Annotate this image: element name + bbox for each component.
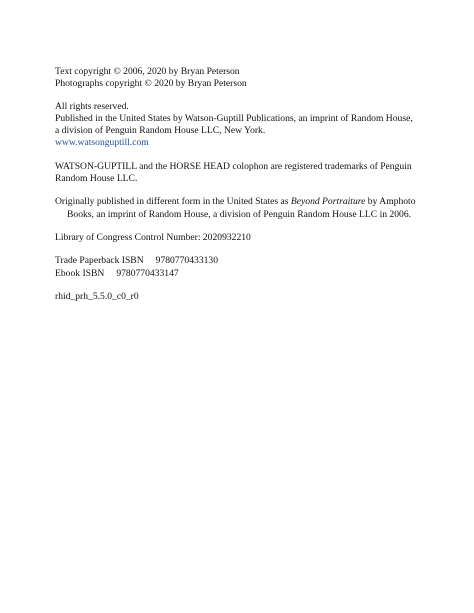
original-book-title: Beyond Portraiture [290,196,366,208]
publisher-website-link[interactable]: www.watsonguptill.com [55,137,149,149]
rights-section [55,101,455,150]
original-publication-section [55,196,455,221]
original-line-1-before: Originally published in different form in the United States as [55,196,291,208]
original-line-1 [55,196,455,208]
text-copyright-line: Text copyright © 2006, 2020 by Bryan Peterson [55,66,240,77]
ebook-isbn-value: 9780770433147 [116,267,179,279]
isbn-section [55,255,455,280]
rhid-section [55,291,455,303]
ebook-isbn-line [55,268,455,280]
trademark-section [55,161,455,186]
loc-control-number: Library of Congress Control Number: 2020932210 [55,231,251,243]
trade-isbn-line [55,255,455,267]
trademark-line-1: WATSON-GUPTILL and the HORSE HEAD colophon are registered trademarks of Penguin [55,160,412,172]
original-line-2: Books, an imprint of Random House, a division of Penguin Random House LLC in 2006. [67,208,412,220]
trade-isbn-value: 9780770433130 [155,255,218,267]
loc-section [55,232,455,244]
trademark-line-2: Random House LLC. [55,173,138,185]
copyright-notice [55,66,455,91]
publisher-line-1: Published in the United States by Watson-Guptill Publications, an imprint of Random House, [55,112,413,124]
publisher-line-2: a division of Penguin Random House LLC, New York. [55,125,266,137]
original-line-1-after: by Amphoto [365,196,416,208]
trade-isbn-label: Trade Paperback ISBN [55,255,144,267]
rights-reserved: All rights reserved. [55,100,129,112]
copyright-text-block [55,66,455,314]
ebook-isbn-label: Ebook ISBN [55,267,105,279]
rhid-code: rhid_prh_5.5.0_c0_r0 [55,290,139,302]
photo-copyright-line: Photographs copyright © 2020 by Bryan Peterson [55,78,247,90]
